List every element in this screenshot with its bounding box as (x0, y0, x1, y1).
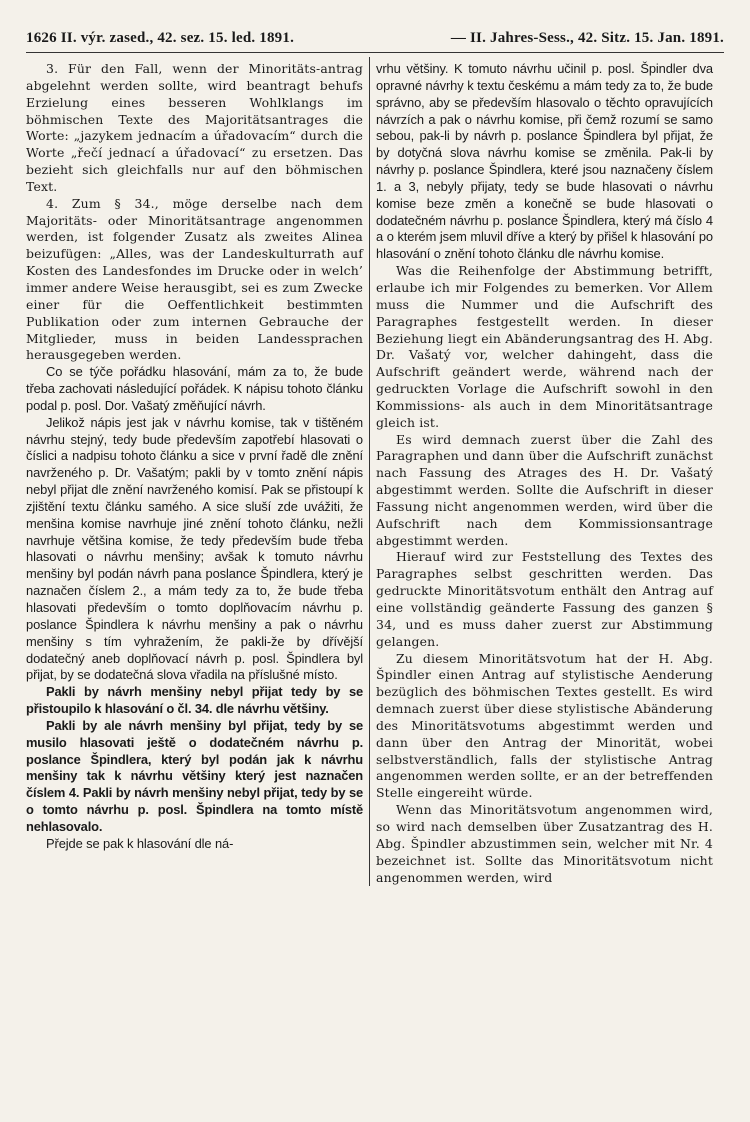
paragraph: Zu diesem Minoritätsvotum hat der H. Abg. Špindler einen Antrag auf stylistische Aenderung bezüglich des böhmischen Textes gestellt. Es wird demnach zuerst über diese stylistische Abänderung des Minoritätsvotums abgestimmt werden und dann über den Antrag der Minorität, wobei selbstverständlich, falls der stylistische Antrag angenommen werden sollte, er an der betreffenden Stelle eingereiht würde. (376, 650, 713, 801)
running-header (26, 30, 724, 53)
paragraph: Pakli by ale návrh menšiny byl přijat, tedy by se musilo hlasovati ještě o dodatečném návrhu p. poslance Špindlera, který byl podán jak k návrhu menšiny tak k návrhu většiny který jest naznačen číslem 4. Pakli by návrh menšiny nebyl přijat, tedy by se o tomto návrhu p. posl. Špindlera na tomto místě nehlasovalo. (26, 717, 363, 834)
text-columns (26, 61, 724, 886)
paragraph: Es wird demnach zuerst über die Zahl des Paragraphen und dann über die Aufschrift zunächst nach Fassung des Atrages des H. Dr. Vašatý abgestimmt werden. Sollte die Aufschrift in dieser Fassung nicht angenommen werden, wird über die Aufschrift nach dem Kommissionsantrage abgestimmt werden. (376, 431, 713, 548)
paragraph: Jelikož nápis jest jak v návrhu komise, tak v tištěném návrhu stejný, tedy bude především zapotřebí hlasovati o číslici a nadpisu tohoto článku a sice v první řadě dle znění navrženého p. Dr. Vašatým; pakli by v tomto znění nápis nebyl přijat dle znění navrženého komisí. Pak se přistoupí k zjištění textu článku samého. A sice sluší zde uvážiti, že menšina komise navrhuje jiné znění tohoto článku, nežli navrhuje většina komise, že tedy především bude třeba hlasovati o návrhu menšiny; avšak k tomuto návrhu menšiny byl podán návrh pana poslance Špindlera, který je naznačen číslem 2., a mám tedy za to, že bude třeba hlasovati především o tomto doplňovacím návrhu p. poslance Špindlera k návrhu menšiny a pak o návrhu menšiny s tím vyhražením, že pakli-že by dřívější dodatečný aneb doplňovací návrh p. posl. Špindlera byl přijat, by se dodatečná slova vřadila na příslušné místo. (26, 414, 363, 683)
paragraph: Hierauf wird zur Feststellung des Textes des Paragraphes selbst geschritten werden. Das gedruckte Minoritätsvotum enthält den Antrag auf eine vollständig geänderte Fassung des ganzen § 34, und es muss daher zuerst zur Abstimmung gelangen. (376, 549, 713, 649)
paragraph: Was die Reihenfolge der Abstimmung betrifft, erlaube ich mir Folgendes zu bemerken. Vor Allem muss die Nummer und die Aufschrift des Paragraphes festgestellt werden. In dieser Beziehung liegt ein Abänderungsantrag des H. Abg. Dr. Vašatý vor, welcher dahingeht, dass die Aufschrift geändert werde, während nach der gedruckten Vorlage die Aufschrift sowohl in den Kommissions- als auch in dem Minoritätsantrage gleich ist. (376, 263, 713, 430)
header-german: — II. Jahres-Sess., 42. Sitz. 15. Jan. 1891. (450, 30, 724, 46)
paragraph: vrhu většiny. K tomuto návrhu učinil p. posl. Špindler dva opravné návrhy k textu českému a mám tedy za to, že bude správno, aby se především hlasovalo o těchto opravujících návrzích a pak o návrhu komise, při čemž rozumí se samo sebou, pak-li by návrh p. poslance Špindlera byl přijat, že by dotyčná slova návrhu komise se změnila. Pak-li by návrhy p. poslance Špindlera, které jsou naznačeny číslem 1. a 3, nebyly přijaty, tedy se bude hlasovati o návrhu komise beze změn a konečně se bude hlasovati o dodatečném návrhu p. poslance Špindlera, který má číslo 4 a o kterém jsem mluvil dříve a který by přišel k hlasování po hlasování o znění tohoto článku dle návrhu komise. (376, 61, 713, 262)
header-czech: 1626 II. výr. zased., 42. sez. 15. led. 1891. (26, 30, 295, 46)
paragraph: Wenn das Minoritätsvotum angenommen wird, so wird nach demselben über Zusatzantrag des H. Abg. Špindler abzustimmen sein, welcher mit Nr. 4 bezeichnet ist. Sollte das Minoritätsvotum nicht angenommen werden, wird (376, 802, 713, 885)
paragraph: 4. Zum § 34., möge derselbe nach dem Majoritäts- oder Minoritätsantrage angenommen werden, ist folgender Zusatz als zweites Alinea beizufügen: „Alles, was der Landeskulturrath auf Kosten des Landesfondes im Drucke oder in welch’ immer andere Weise herausgibt, sei es zum Zwecke einer für die Oeffentlichkeit bestimmten Publikation oder zum internen Gebrauche der Mitglieder, muss in beiden Landessprachen herausgegeben werden. (26, 195, 363, 363)
right-column (370, 61, 713, 886)
paragraph: Přejde se pak k hlasování dle ná- (46, 835, 234, 851)
left-column (26, 61, 369, 886)
paragraph: Co se týče pořádku hlasování, mám za to, že bude třeba zachovati následující pořádek. K nápisu tohoto článku podal p. posl. Dor. Vašatý změňující návrh. (26, 364, 363, 413)
page (26, 30, 724, 886)
paragraph: 3. Für den Fall, wenn der Minoritäts-antrag abgelehnt werden sollte, wird beantragt behufs Erzielung eines besseren Wohlklangs im böhmischen Texte des Majoritätsantrages die Worte: „jazykem jednacím a úřadovacím“ durch die Worte „řečí jednací a úřadovací“ zu ersetzen. Das bezieht sich gleichfalls nur auf den böhmischen Text. (26, 61, 363, 194)
paragraph: Pakli by návrh menšiny nebyl přijat tedy by se přistoupilo k hlasování o čl. 34. dle návrhu většiny. (26, 684, 363, 717)
